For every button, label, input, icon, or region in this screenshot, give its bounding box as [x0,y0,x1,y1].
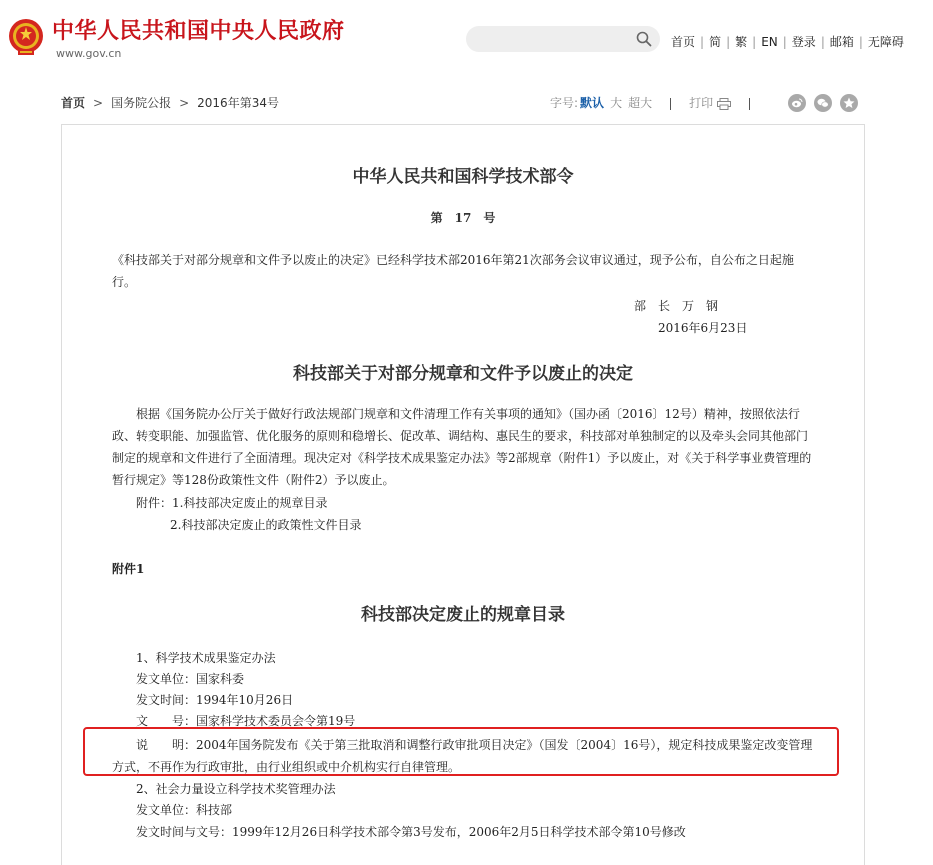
print-button[interactable] [689,96,731,110]
list-item: 发文时间与文号：1999年12月26日科学技术部令第3号发布，2006年2月5日科学技术部令第10号修改 [136,825,686,839]
site-title[interactable]: 中华人民共和国中央人民政府 [52,18,345,44]
nav-divider: | [858,35,863,49]
print-label: 打印 [689,96,714,110]
list-item: 2、社会力量设立科学技术奖管理办法 [136,782,336,796]
printer-icon [717,98,731,110]
list-item: 1、科学技术成果鉴定办法 [136,651,276,665]
breadcrumb-home[interactable]: 首页 [61,96,86,110]
list-item: 发文单位：国家科委 [136,672,245,686]
list-item: 发文单位：科技部 [136,803,233,817]
site-header [0,0,933,80]
nav-divider: | [726,35,731,49]
attachment-2: 2.科技部决定废止的政策性文件目录 [170,518,362,532]
attachments-label: 附件：1.科技部决定废止的规章目录 [136,496,328,510]
nav-divider: | [752,35,757,49]
font-size-large[interactable]: 大 [610,96,623,110]
breadcrumb-issue[interactable]: 2016年第34号 [197,96,279,110]
order-title: 中华人民共和国科学技术部令 [352,167,574,187]
nav-simplified[interactable]: 简 [709,35,722,49]
font-size-xlarge[interactable]: 超大 [628,96,653,110]
nav-traditional[interactable]: 繁 [735,35,748,49]
nav-mail[interactable]: 邮箱 [829,35,854,49]
intro-line-2: 行。 [112,275,137,289]
decision-title: 科技部关于对部分规章和文件予以废止的决定 [293,364,633,384]
weibo-icon[interactable] [788,94,806,112]
national-emblem-icon [6,16,46,58]
breadcrumb-gazette[interactable]: 国务院公报 [111,96,172,110]
list-item: 发文时间：1994年10月26日 [136,693,294,707]
list-title: 科技部决定废止的规章目录 [361,605,565,625]
wechat-icon[interactable] [814,94,832,112]
order-number: 第 17 号 [430,211,496,225]
list-item: 文 号：国家科学技术委员会令第19号 [136,714,356,728]
body-line: 根据《国务院办公厅关于做好行政法规部门规章和文件清理工作有关事项的通知》（国办函〔2016〕12号）精神，按照依法行 [136,407,800,421]
signer: 部 长 万 钢 [634,299,719,313]
highlight-box [83,727,839,776]
body-line: 制定的规章和文件进行了全面清理。现决定对《科学技术成果鉴定办法》等2部规章（附件1）予以废止，对《关于科学事业费管理的 [112,451,812,465]
search-box[interactable] [466,26,660,52]
tools-divider [670,98,671,110]
share-icons [788,92,866,112]
body-line: 政、转变职能、加强监管、优化服务的原则和稳增长、促改革、调结构、惠民生的要求，科技部对单独制定的以及牵头会同其他部门 [112,429,809,443]
font-size-default[interactable]: 默认 [580,96,605,110]
nav-login[interactable]: 登录 [791,35,816,49]
tools-divider [749,98,750,110]
sign-date: 2016年6月23日 [658,321,748,335]
font-size-label: 字号: [550,96,579,110]
appendix-label: 附件1 [112,562,145,576]
intro-line-1: 《科技部关于对部分规章和文件予以废止的决定》已经科学技术部2016年第21次部务会议审议通过，现予公布，自公布之日起施 [112,253,794,267]
nav-home[interactable]: 首页 [671,35,696,49]
favorite-icon[interactable] [840,94,858,112]
nav-english[interactable]: EN [761,35,778,49]
nav-divider: | [700,35,705,49]
nav-accessibility[interactable]: 无障碍 [867,35,904,49]
site-url: www.gov.cn [56,47,122,60]
breadcrumb-arrow-icon: > [179,96,190,110]
nav-divider: | [820,35,825,49]
breadcrumb [61,94,279,111]
top-nav [671,33,904,50]
search-icon[interactable] [636,31,652,47]
sub-bar [0,82,933,122]
page-tools [550,94,768,111]
nav-divider: | [782,35,787,49]
search-input[interactable] [478,30,632,50]
body-line: 暂行规定》等128份政策性文件（附件2）予以废止。 [112,473,395,487]
breadcrumb-arrow-icon: > [93,96,104,110]
note-line-1: 说 明：2004年国务院发布《关于第三批取消和调整行政审批项目决定》（国发〔2004〕16号），规定科技成果鉴定改变管理 [136,738,813,752]
note-line-2: 方式，不再作为行政审批，由行业组织或中介机构实行自律管理。 [112,760,461,774]
